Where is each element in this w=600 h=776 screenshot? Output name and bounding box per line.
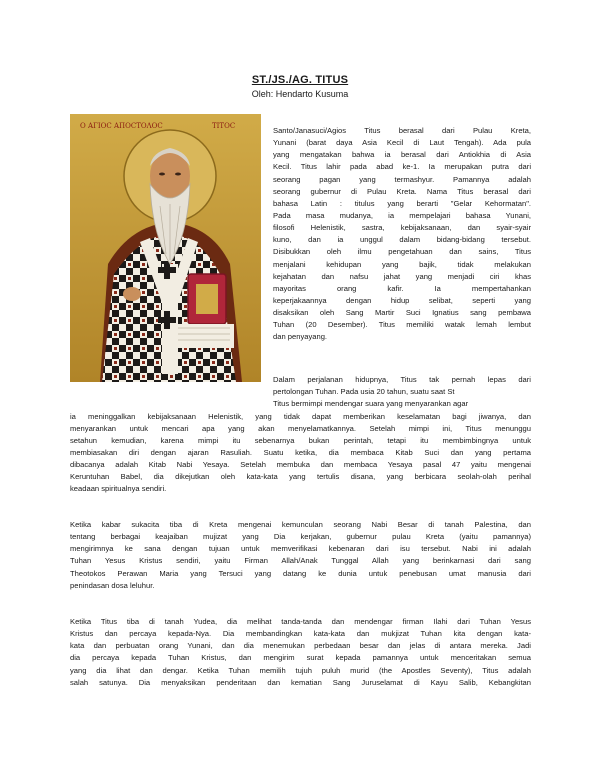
paragraph-line: tentang berbagai keajaiban mujizat yang Dia kerjakan, gubernur pulau Kreta (yaitu pamannya) xyxy=(70,532,531,542)
paragraph-line: keperjakaannya dengan hidup selibat, seperti yang xyxy=(273,295,531,305)
paragraph-line: Kristus dan percaya kepada-Nya. Dia membandingkan kata-kata dan mukjizat Tuhan kita dengan kata- xyxy=(70,629,531,639)
paragraph-line: Santo/Janasuci/Agios Titus berasal dari Pulau Kreta, xyxy=(273,126,531,135)
paragraph-line: pertolongan Tuhan. Pada usia 20 tahun, suatu saat St xyxy=(273,387,455,397)
paragraph-2-intro xyxy=(273,374,531,410)
paragraph-line: Disibukkan oleh ilmu pengetahuan dan sains, Titus xyxy=(273,247,531,257)
paragraph-line: salah satunya. Dia menyaksikan penderitaan dan kematian Sang Juruselamat di Kayu Salib, Kebangkitan xyxy=(70,677,531,687)
paragraph-line: membiasakan diri dengan ajaran Rasuliah. Suatu ketika, dia membaca Kitab Suci dan yang pertama xyxy=(70,447,531,457)
paragraph-line: penindasan dosa leluhur. xyxy=(70,580,155,590)
paragraph-line: Tuhan Yesus Kristus sendiri, yaitu Firman Allah/Anak Tunggal Allah yang berinkarnasi dari sang xyxy=(70,556,531,566)
paragraph-line: disaksikan oleh Sang Martir Suci Ignatius sang pembawa xyxy=(273,308,531,318)
paragraph-line: Theotokos Perawan Maria yang Tersuci yang datang ke dunia untuk penebusan umat manusia dari xyxy=(70,568,531,578)
paragraph-1 xyxy=(273,125,531,344)
paragraph-line: Ketika kabar sukacita tiba di Kreta mengenai kemunculan seorang Nabi Besar di tanah Palestina, dan xyxy=(70,520,531,529)
paragraph-line: filosofi Helenistik, sastra, kebijaksanaan, dan syair-syair xyxy=(273,223,531,233)
document-title: ST./JS./AG. TITUS xyxy=(251,74,349,86)
paragraph-line: mayoritas orang kafir. Ia mempertahankan xyxy=(273,283,531,293)
paragraph-line: bahasa Latin : titulus yang berarti "Gelar Kehormatan". xyxy=(273,198,531,208)
paragraph-line: Ketika Titus tiba di tanah Yudea, dia melihat tanda-tanda dan mendengar firman Ilahi dari Tuhan Yesus xyxy=(70,617,531,626)
paragraph-line: seorang pagan yang termashyur. Pamannya adalah xyxy=(273,174,531,184)
paragraph-line: Kecil. Titus lahir pada abad ke-1. Ia merupakan putra dari xyxy=(273,162,531,172)
paragraph-line: dia percaya kepada Tuhan Kristus, dan mengirim surat kepada pamannya untuk menceritakan semua xyxy=(70,653,531,663)
paragraph-line: Titus bermimpi mendengar suara yang menyarankan agar xyxy=(273,399,469,409)
paragraph-line: Tuhan (20 Desember). Titus memiliki watak lemah lembut xyxy=(273,320,531,330)
paragraph-2 xyxy=(70,411,531,496)
saint-titus-icon xyxy=(70,114,261,382)
paragraph-line: Dalam perjalanan hidupnya, Titus tak pernah lepas dari xyxy=(273,375,531,384)
paragraph-3 xyxy=(70,519,531,592)
paragraph-line: kejahatan dan nafsu jahat yang menjadi ciri khas xyxy=(273,271,531,281)
icon-inscription-left: Ο ΑΓΙΟϹ ΑΠΟϹΤΟΛΟϹ xyxy=(80,122,163,130)
paragraph-line: kuno, dan ia unggul dalam bidang-bidang tersebut. xyxy=(273,235,531,245)
paragraph-line: keadaan spiritualnya sendiri. xyxy=(70,484,167,494)
document-author: Oleh: Hendarto Kusuma xyxy=(251,89,349,99)
paragraph-line: Pada masa mudanya, ia mempelajari bahasa Yunani, xyxy=(273,210,531,220)
paragraph-line: menyarankan untuk mencari apa yang akan menyelamatkannya. Setelah mimpi ini, Titus menunggu xyxy=(70,423,531,433)
paragraph-line: yang mengatakan bahwa ia berasal dari Antiokhia di Asia xyxy=(273,150,531,160)
paragraph-line: ia meninggalkan kebijaksanaan Helenistik, yang tidak dapat memberikan keselamatan bagi jiwanya, dan xyxy=(70,411,531,421)
paragraph-line: Keruntuhan Babel, dia dikejutkan oleh kata-kata yang tertulis disana, yang berbicara seolah-olah perihal xyxy=(70,472,531,482)
paragraph-4 xyxy=(70,616,531,689)
paragraph-line: Yunani (barat daya Asia Kecil di Laut Tengah). Ada pula xyxy=(273,138,531,148)
paragraph-line: mengirimnya ke sana dengan tujuan untuk memverifikasi kebenaran dari isu tersebut. Nabi ini adalah xyxy=(70,544,531,554)
icon-inscription-right: ΤΙΤΟϹ xyxy=(212,122,236,130)
paragraph-line: dan penyayang. xyxy=(273,332,328,342)
paragraph-line: menjalani kehidupan yang bajik, tidak melakukan xyxy=(273,259,531,269)
paragraph-line: kata dan perbuatan orang Yunani, dan dia menemukan perbedaan besar dan jelas di antara mereka. Jadi xyxy=(70,641,531,651)
paragraph-line: yang dia lihat dan dengar. Ketika Tuhan memilih tujuh puluh murid (the Apostles Seventy), Titus adalah xyxy=(70,665,531,675)
paragraph-line: dibacanya adalah Kitab Nabi Yesaya. Setelah membuka dan membaca Yesaya pasal 47 yaitu mengenai xyxy=(70,460,531,470)
paragraph-line: setahun kemudian, karena mimpi itu sebenarnya bukan perintah, tetapi itu membimbingnya untuk xyxy=(70,435,531,445)
paragraph-line: seorang gubernur di Pulau Kreta. Nama Titus berasal dari xyxy=(273,186,531,196)
